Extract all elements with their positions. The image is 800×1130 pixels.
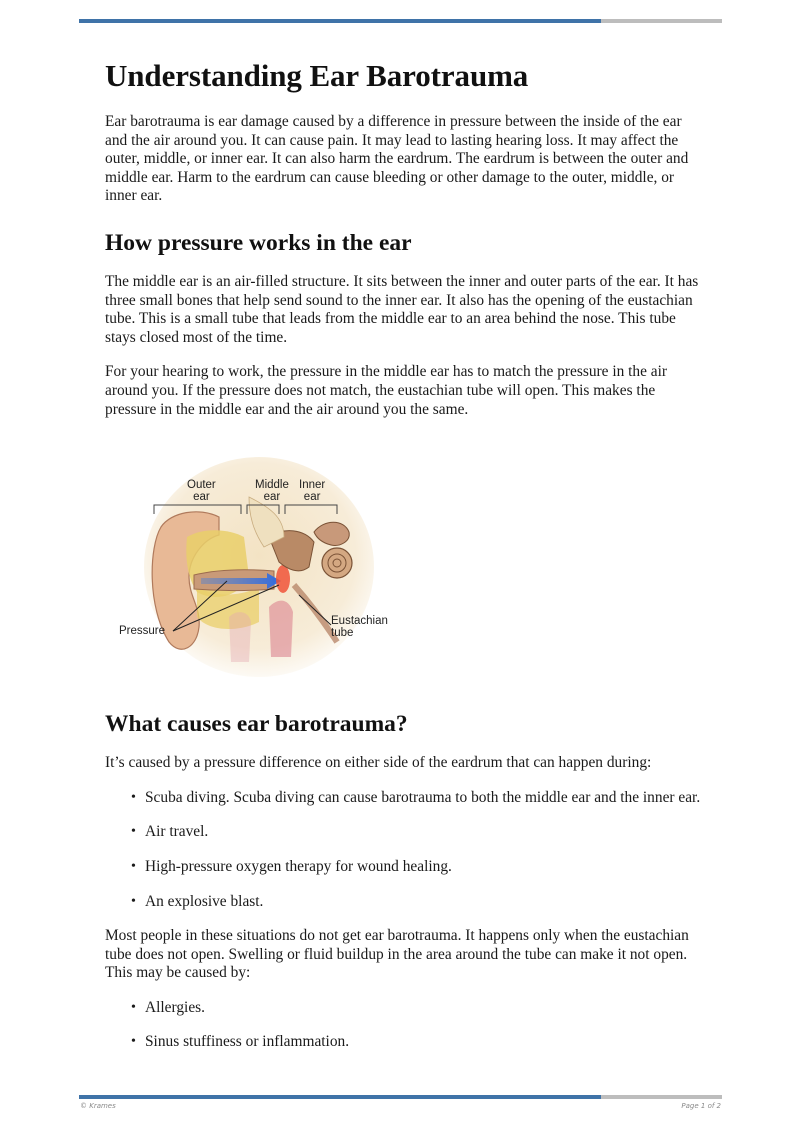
list-item — [131, 823, 705, 842]
causes-lead: It’s caused by a pressure difference on either side of the eardrum that can happen during: — [105, 754, 652, 772]
copyright-text: © Krames — [80, 1102, 116, 1110]
bullet-icon: • — [131, 789, 136, 805]
header-rule-gray — [601, 19, 722, 23]
footer-rule-gray — [601, 1095, 722, 1099]
footer-rule-blue — [79, 1095, 601, 1099]
list-item-text: Sinus stuffiness or inflammation. — [145, 1033, 350, 1051]
header-rule-blue — [79, 19, 601, 23]
footer-rule — [79, 1095, 722, 1099]
list-item — [131, 1033, 705, 1052]
list-item — [131, 857, 705, 877]
pressure-paragraph-2: For your hearing to work, the pressure in the middle ear has to match the pressure in the air around you. If the pressure does not match, the eustachian tube will open. This makes the pressure in the middle ear and the air around you the same. — [105, 363, 668, 418]
section-heading-pressure: How pressure works in the ear — [105, 229, 412, 256]
factors-list — [105, 999, 705, 1052]
causes-list — [105, 789, 705, 911]
eustachian-tube-label: Eustachian tube — [331, 615, 388, 640]
list-item-text: Air travel. — [145, 823, 209, 841]
section-heading-causes: What causes ear barotrauma? — [105, 711, 408, 738]
pressure-label: Pressure — [119, 625, 166, 638]
list-item — [131, 998, 705, 1018]
list-item-text: Allergies. — [145, 998, 205, 1016]
intro-paragraph: Ear barotrauma is ear damage caused by a difference in pressure between the inside of the ear and the air around you. It can cause pain. It may lead to lasting hearing loss. It may affect the outer, middle, or inner ear. It can also harm the eardrum. The eardrum is between the outer and middle ear. Harm to the eardrum can cause bleeding or other damage to the outer, middle, or inner ear. — [105, 113, 689, 205]
list-item-text: An explosive blast. — [145, 892, 264, 910]
causes-followup: Most people in these situations do not get ear barotrauma. It happens only when the eustachian tube does not open. Swelling or fluid buildup in the area around the tube can make it not open. This may be caused by: — [105, 927, 689, 982]
bullet-icon: • — [131, 893, 136, 909]
list-item — [131, 788, 705, 808]
inner-ear-label: Inner ear — [299, 479, 326, 504]
pressure-paragraph-1: The middle ear is an air-filled structure. It sits between the inner and outer parts of the ear. It has three small bones that help send sound to the inner ear. It also has the opening of the eustachian tube. This is a small tube that leads from the middle ear to an area behind the nose. This tube stays closed most of the time. — [105, 272, 699, 346]
bullet-icon: • — [131, 999, 136, 1015]
outer-ear-label: Outer ear — [187, 479, 216, 504]
list-item — [131, 892, 705, 912]
bullet-icon: • — [131, 858, 136, 874]
list-item-text: High-pressure oxygen therapy for wound healing. — [145, 857, 452, 875]
list-item-text: Scuba diving. Scuba diving can cause barotrauma to both the middle ear and the inner ear. — [145, 788, 701, 806]
middle-ear-label: Middle ear — [255, 479, 289, 504]
document-body — [105, 56, 705, 1068]
bullet-icon: • — [131, 824, 136, 840]
header-rule — [79, 19, 722, 23]
ear-anatomy-illustration — [109, 457, 409, 687]
bullet-icon: • — [131, 1034, 136, 1050]
page-title: Understanding Ear Barotrauma — [105, 58, 529, 93]
page-number: Page 1 of 2 — [681, 1102, 721, 1110]
